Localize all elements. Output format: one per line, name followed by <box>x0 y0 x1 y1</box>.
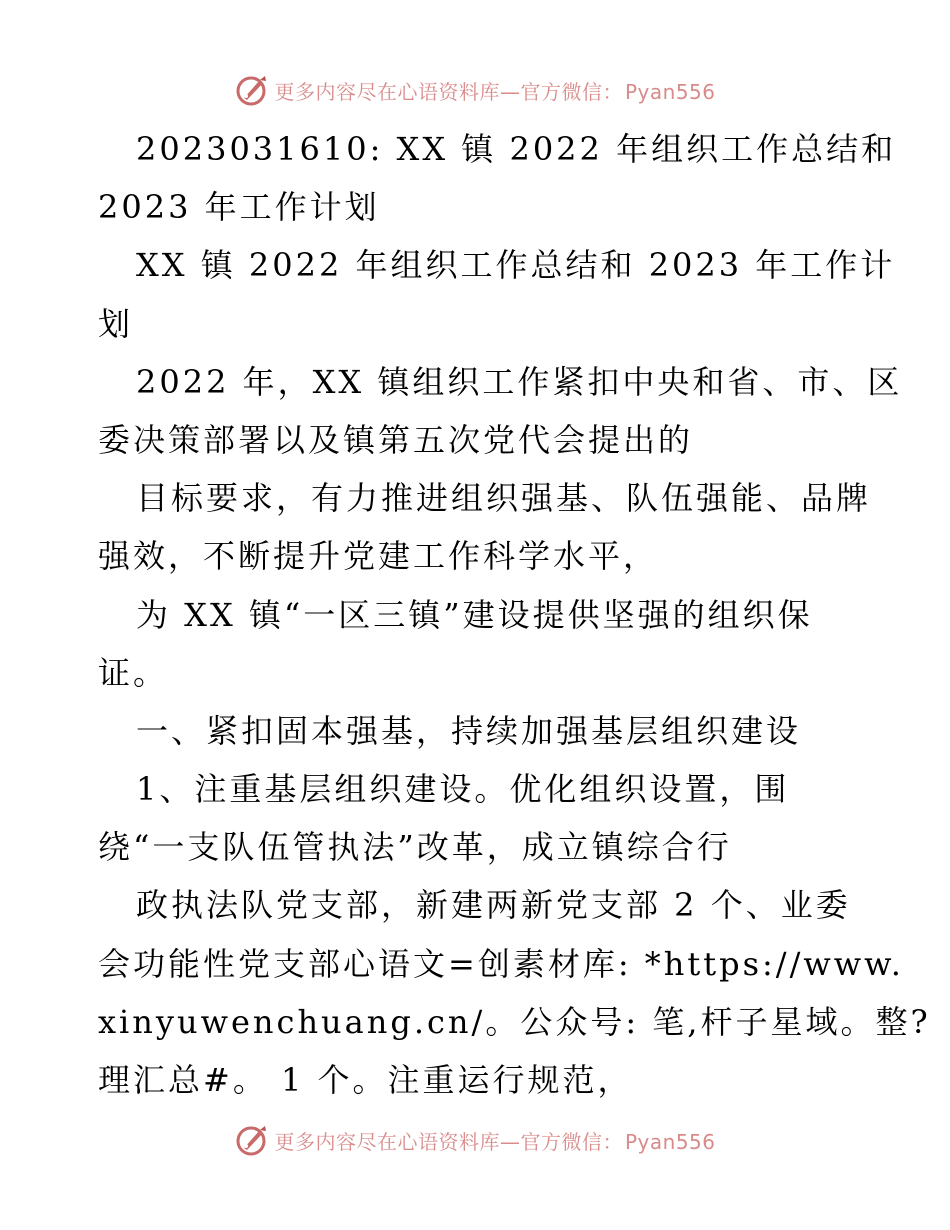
brand-logo-icon <box>234 1122 270 1158</box>
text-line: 强效，不断提升党建工作科学水平， <box>98 537 659 576</box>
text-line: 政执法队党支部，新建两新党支部 2 个、业委 <box>136 886 851 925</box>
text-line: 为 XX 镇“一区三镇”建设提供坚强的组织保 <box>136 595 813 634</box>
text-line: 目标要求，有力推进组织强基、队伍强能、品牌 <box>136 479 872 518</box>
text-line: 理汇总#。 1 个。注重运行规范， <box>98 1061 633 1099</box>
text-line: 划 <box>98 304 134 343</box>
text-line: 1、注重基层组织建设。优化组织设置，围 <box>136 770 790 809</box>
text-line: xinyuwenchuang.cn/。公众号: 笔,杆子星域。整? <box>98 1002 931 1041</box>
text-line: 会功能性党支部心语文=创素材库: *https://www. <box>98 944 904 983</box>
text-line: 2023 年工作计划 <box>98 188 380 227</box>
watermark-header <box>0 70 950 110</box>
text-line: 证。 <box>98 653 169 692</box>
text-line: XX 镇 2022 年组织工作总结和 2023 年工作计 <box>136 246 896 285</box>
watermark-wechat-id: Pyan556 <box>624 79 716 104</box>
text-line: 委决策部署以及镇第五次党代会提出的 <box>98 420 694 459</box>
watermark-text: 更多内容尽在心语资料库—官方微信： Pyan556 <box>274 1129 716 1154</box>
text-line: 一、紧扣固本强基，持续加强基层组织建设 <box>136 711 802 750</box>
text-line: 2023031610: XX 镇 2022 年组织工作总结和 <box>136 130 897 168</box>
text-line: 绕“一支队伍管执法”改革，成立镇综合行 <box>98 828 732 867</box>
watermark-text: 更多内容尽在心语资料库—官方微信： Pyan556 <box>274 79 716 104</box>
watermark-footer <box>0 1120 950 1160</box>
text-line: 2022 年，XX 镇组织工作紧扣中央和省、市、区 <box>136 362 903 401</box>
document-body <box>98 120 931 1109</box>
watermark-wechat-id: Pyan556 <box>624 1129 716 1154</box>
brand-logo-icon <box>234 72 270 108</box>
